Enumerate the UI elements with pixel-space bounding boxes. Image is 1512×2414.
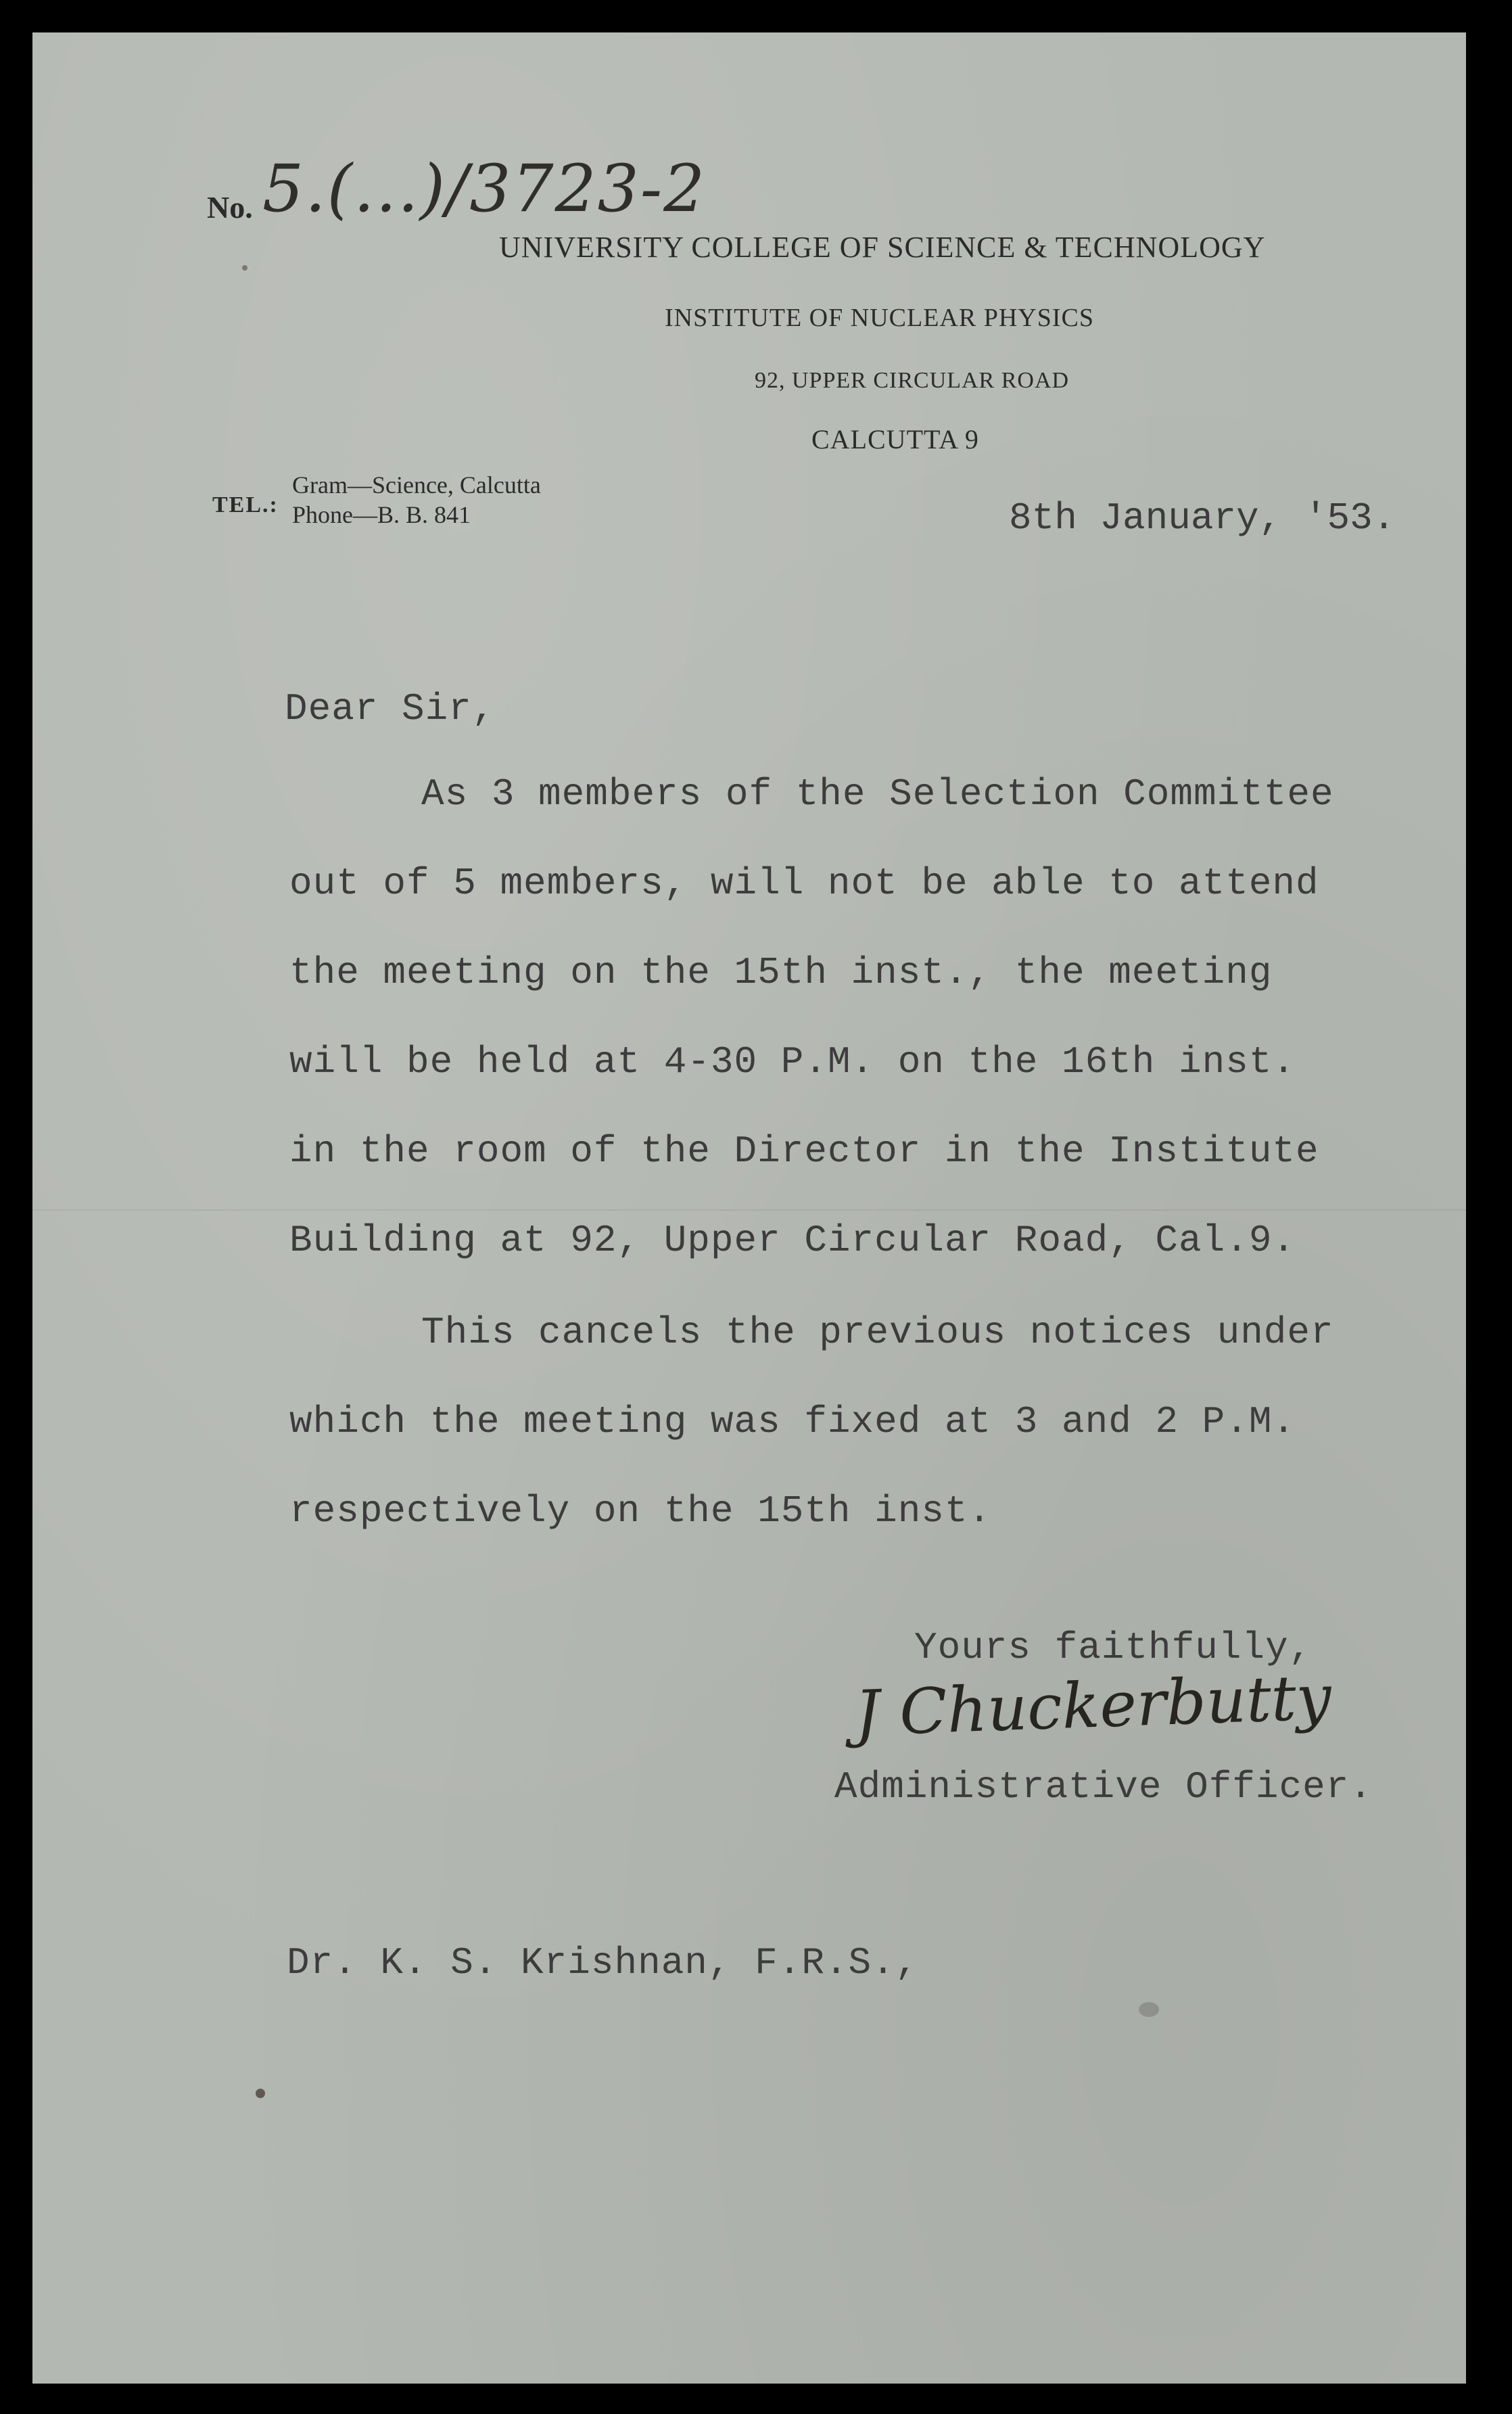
closing: Yours faithfully, xyxy=(914,1626,1313,1669)
ink-spot xyxy=(256,2089,265,2098)
institute-city: CALCUTTA 9 xyxy=(811,424,979,455)
body-line: the meeting on the 15th inst., the meeting xyxy=(289,951,1273,994)
letter-date: 8th January, '53. xyxy=(1009,496,1396,540)
handwritten-reference-number: 5.(...)/3723-2 xyxy=(262,151,707,227)
institute-name: INSTITUTE OF NUCLEAR PHYSICS xyxy=(665,304,1094,332)
phone-number: Phone—B. B. 841 xyxy=(292,501,471,528)
telegram-address: Gram—Science, Calcutta xyxy=(292,471,541,498)
ink-spot xyxy=(1139,2002,1159,2017)
handwritten-signature: J Chuckerbutty xyxy=(853,1661,1333,1750)
body-line: As 3 members of the Selection Committee xyxy=(421,772,1334,816)
body-line: in the room of the Director in the Institute xyxy=(289,1130,1319,1173)
reference-number-label: No. xyxy=(207,190,253,225)
college-name: UNIVERSITY COLLEGE OF SCIENCE & TECHNOLOGY xyxy=(499,231,1266,264)
salutation: Dear Sir, xyxy=(285,687,496,730)
body-line: out of 5 members, will not be able to attend xyxy=(289,862,1319,905)
addressee: Dr. K. S. Krishnan, F.R.S., xyxy=(287,1941,919,1984)
institute-address: 92, UPPER CIRCULAR ROAD xyxy=(755,368,1070,393)
body-line: This cancels the previous notices under xyxy=(421,1311,1334,1354)
body-line: respectively on the 15th inst. xyxy=(289,1489,992,1533)
body-line: will be held at 4-30 P.M. on the 16th inst. xyxy=(289,1040,1296,1084)
ink-spot xyxy=(242,265,247,271)
body-line: Building at 92, Upper Circular Road, Cal.9. xyxy=(289,1219,1296,1262)
body-line: which the meeting was fixed at 3 and 2 P.M. xyxy=(289,1400,1296,1443)
telephone-label: TEL.: xyxy=(212,492,279,517)
designation: Administrative Officer. xyxy=(834,1765,1373,1809)
letter-paper xyxy=(32,32,1466,2384)
